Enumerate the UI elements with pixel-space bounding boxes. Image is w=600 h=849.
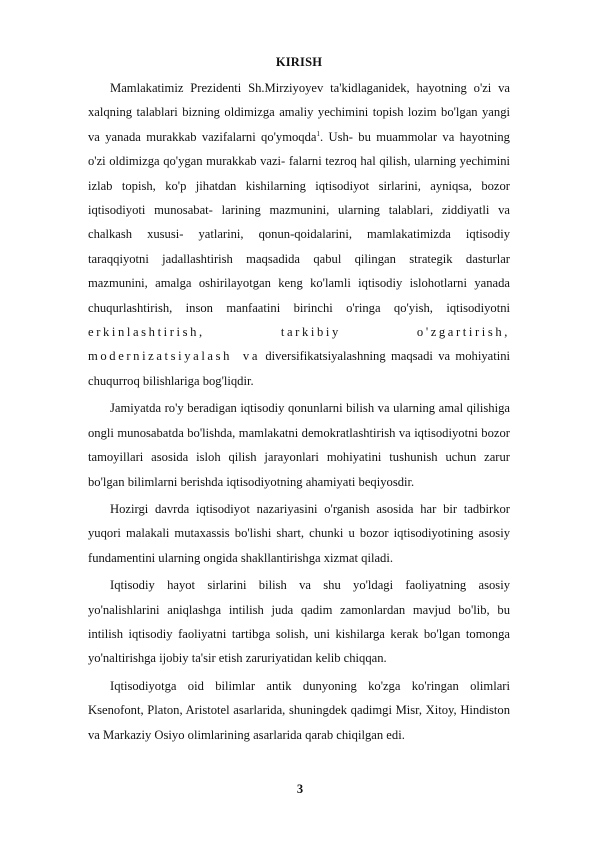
paragraph-1 — [88, 76, 510, 393]
document-heading: KIRISH — [275, 55, 323, 69]
paragraph-1-text-b: . Ush- bu muammolar va hayotning o'zi oldimizga qo'ygan murakkab vazi- falarni tezroq hal qilish, ularning yechimini izlab topish, ko'p jihatdan kishilarning iqtisodiyot sirlarini, ayniqsa, bozor iqtisodiyoti munosabat- larining mazmunini, ularning talablari, ziddiyatli va chalkash xususi- yatlarini, qonun-qoidalarini, mamlakatimizda iqtisodiy taraqqiyotni jadallashtirish maqsadida qabul qilingan strategik dasturlar mazmunini, amalga oshirilayotgan keng ko'lamli iqtisodiy islohotlarni yanada chuqurlashtirish, inson manfaatini birinchi o'ringa qo'yish, iqtisodiyotni — [88, 129, 510, 315]
document-page — [88, 54, 510, 750]
paragraph-1-text-a: Mamlakatimiz Prezidenti Sh.Mirziyoyev ta'kidlaganidek, hayotning o'zi va xalqning talablari bizning oldimizga amaliy yechimini topish lozim bo'lgan yangi va yanada murakkab vazifalarni qo'ymoqda — [88, 81, 510, 144]
paragraph-3: Hozirgi davrda iqtisodiyot nazariyasini o'rganish asosida har bir tadbirkor yuqori malakali mutaxassis bo'lishi shart, chunki u bozor iqtisodiyotining asosiy fundamentini ularning ongida shakllantirishga xizmat qiladi. — [88, 501, 510, 565]
paragraph-2: Jamiyatda ro'y beradigan iqtisodiy qonunlarni bilish va ularning amal qilishiga ongli munosabatda bo'lishda, mamlakatni demokratlashtirish va iqtisodiyotni bozor tamoyillari asosida isloh qilish jarayonlari mohiyatini tushunish uchun zarur bo'lgan bilimlarni berishda iqtisodiyotning ahamiyati beqiyosdir. — [88, 401, 510, 489]
paragraph-1-text-c: diversifikatsiyalashning maqsadi va mohiyatini chuqurroq bilishlariga bog'liqdir. — [88, 349, 510, 388]
paragraph-5: Iqtisodiyotga oid bilimlar antik dunyoning ko'zga ko'ringan olimlari Ksenofont, Platon, Aristotel asarlarida, shuningdek qadimgi Misr, Xitoy, Hindiston va Markaziy Osiyo olimlarining asarlarida qarab chiqilgan edi. — [88, 678, 510, 742]
footnote-marker: 1 — [316, 129, 320, 138]
paragraph-4: Iqtisodiy hayot sirlarini bilish va shu yo'ldagi faoliyatning asosiy yo'nalishlarini aniqlashga intilish juda qadim zamonlardan mavjud bo'lib, bu intilish iqtisodiy faoliyatni tartibga solish, uni kishilarga kerak bo'lgan tomonga yo'naltirishga ijobiy ta'sir etish zaruriyatidan kelib chiqqan. — [88, 578, 510, 666]
paragraph-1-spaced-line: erkinlashtirish, tarkibiy o'zgartirish, modernizatsiyalash va — [88, 325, 510, 364]
page-number: 3 — [296, 782, 304, 796]
